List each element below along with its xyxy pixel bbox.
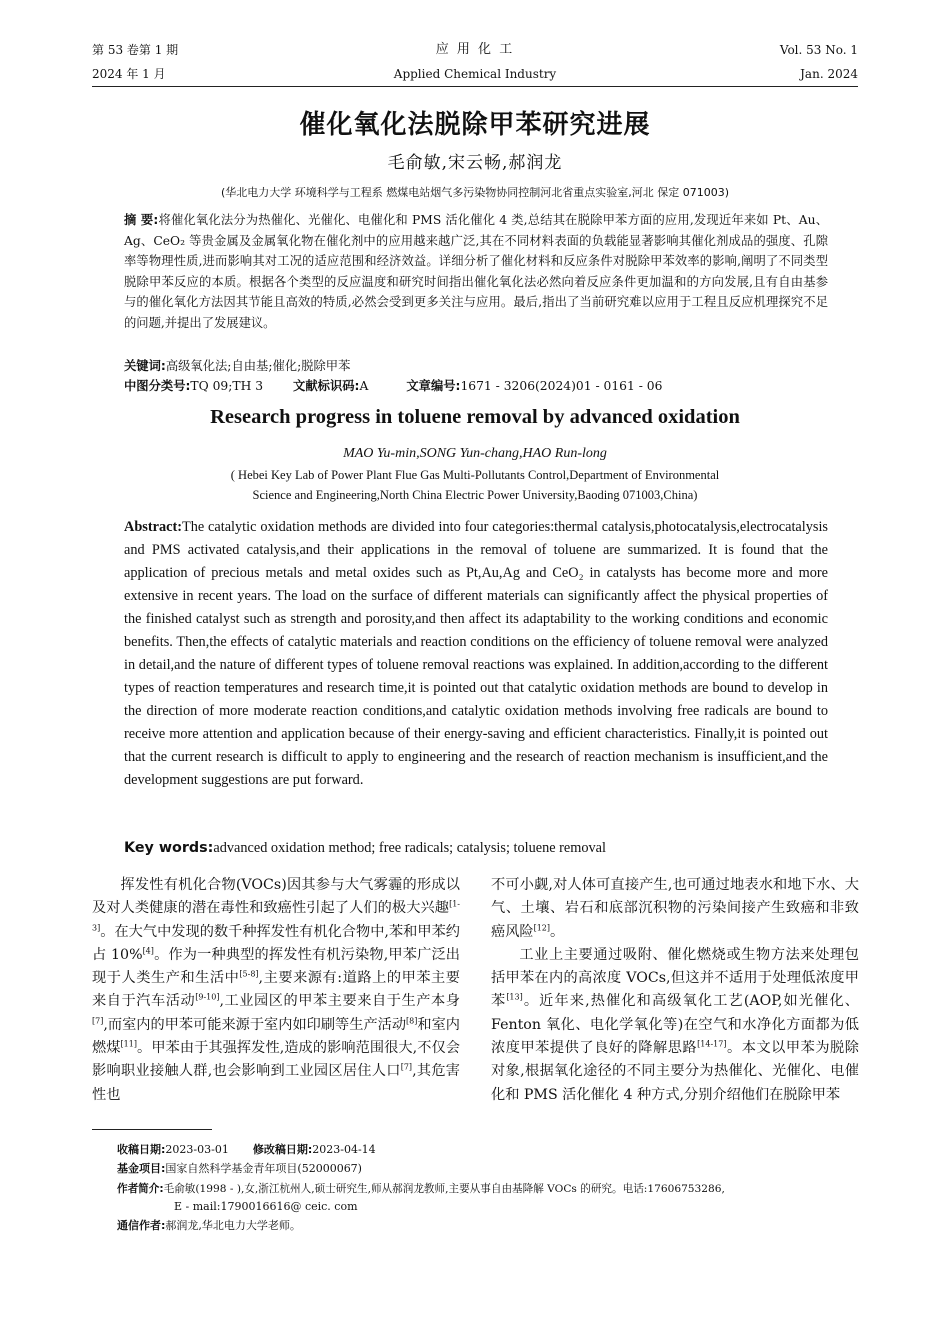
- journal-date-en: Jan. 2024: [800, 67, 858, 81]
- keywords-cn: [124, 357, 828, 375]
- classification-line: [124, 377, 828, 395]
- affiliation-en-line2: Science and Engineering,North China Electric Power University,Baoding 071003,China): [252, 488, 698, 502]
- doc-code-value: A: [359, 379, 369, 393]
- authors-cn: 毛俞敏,宋云畅,郝润龙: [387, 153, 563, 173]
- citation: [12]: [533, 922, 550, 932]
- journal-name-cn: 应 用 化 工: [435, 42, 515, 57]
- body-left-column: [92, 874, 460, 1107]
- header-rule: [92, 86, 858, 87]
- fund-label: 基金项目:: [117, 1162, 166, 1175]
- keywords-en-label: Key words:: [124, 840, 214, 856]
- citation: [5-8]: [239, 969, 259, 979]
- abstract-en-label: Abstract:: [124, 519, 182, 535]
- body-text: 。: [550, 923, 565, 940]
- body-paragraph-1-cont: [491, 874, 859, 944]
- doc-code-label: 文献标识码:: [293, 379, 360, 393]
- affiliation-en-line1: ( Hebei Key Lab of Power Plant Flue Gas Multi-Pollutants Control,Department of Environmental: [230, 468, 720, 482]
- body-text: ,工业园区的甲苯主要来自于生产本身: [219, 993, 460, 1010]
- body-text: 挥发性有机化合物(VOCs)因其参与大气雾霾的形成以及对人类健康的潜在毒性和致癌性引起了人们的极大兴趣: [92, 877, 460, 917]
- paper-title-en: Research progress in toluene removal by advanced oxidation: [210, 406, 740, 428]
- abstract-cn: [124, 210, 828, 334]
- keywords-en: [124, 838, 828, 858]
- abstract-cn-text: 将催化氧化法分为热催化、光催化、电催化和 PMS 活化催化 4 类,总结其在脱除甲苯方面的应用,发现近年来如 Pt、Au、Ag、CeO₂ 等贵金属及金属氧化物在催化剂中的应用越来越广泛,其在不同材料表面的负载能显著影响其催化剂成品的强度、孔隙率等物理性质,进而影响其对工况的适应范围和经济效益。详细分析了催化材料和反应条件对脱除甲苯效率的影响,阐明了不同类型脱除甲苯反应的本质。根据各个类型的反应温度和研究时间指出催化氧化法必然向着反应条件更加温和的方向发展,且有自由基参与的催化氧化方法因其节能且高效的特质,必然会受到更多关注与应用。最后,指出了当前研究难以应用于工程且反应机理探究不足的问题,并提出了发展建议。: [124, 213, 828, 330]
- body-text: 。在大气中发现的数千种挥发性有机化合物中,苯和甲苯约占 10%: [92, 923, 460, 963]
- body-text: 。作为一种典型的挥发性有机污染物,甲苯广泛出现于人类生产和生活中: [92, 946, 460, 987]
- journal-name-en: Applied Chemical Industry: [393, 67, 557, 81]
- citation: [7]: [92, 1016, 104, 1026]
- body-right-column: [491, 874, 859, 1107]
- article-number-label: 文章编号:: [406, 379, 461, 393]
- abstract-cn-label: 摘 要:: [124, 213, 159, 227]
- citation: [13]: [506, 992, 523, 1002]
- body-text: 。近年来,热催化和高级氧化工艺(AOP,如光催化、Fenton 氧化、电化学氧化等)在空气和水净化方面都为低浓度甲苯提供了良好的降解思路: [491, 993, 859, 1057]
- authors-en: MAO Yu-min,SONG Yun-chang,HAO Run-long: [343, 446, 607, 461]
- body-text: 。甲苯由于其强挥发性,造成的影响范围很大,不仅会影响职业接触人群,也会影响到工业园区居住人口: [92, 1040, 460, 1080]
- citation: [1-3]: [92, 899, 460, 932]
- clc-label: 中图分类号:: [124, 379, 191, 393]
- keywords-cn-label: 关键词:: [124, 359, 166, 373]
- body-paragraph-2: [491, 944, 859, 1107]
- revised-label: 修改稿日期:: [252, 1143, 313, 1156]
- affiliation-cn: (华北电力大学 环境科学与工程系 燃煤电站烟气多污染物协同控制河北省重点实验室,河北 保定 071003): [220, 186, 730, 199]
- received-label: 收稿日期:: [117, 1143, 166, 1156]
- abstract-en: [124, 516, 828, 792]
- article-number-value: 1671 - 3206(2024)01 - 0161 - 06: [460, 379, 663, 393]
- clc-value: TQ 09;TH 3: [190, 379, 264, 393]
- corresponding-label: 通信作者:: [117, 1219, 166, 1232]
- citation: [14-17]: [697, 1039, 727, 1049]
- footnote-author: [117, 1180, 862, 1198]
- received-date: 2023-03-01: [165, 1143, 229, 1156]
- citation: [4]: [142, 946, 154, 956]
- journal-date-cn: 2024 年 1 月: [92, 67, 166, 81]
- body-text: 不可小觑,对人体可直接产生,也可通过地表水和地下水、大气、土壤、岩石和底部沉积物的污染间接产生致癌和非致癌风险: [491, 877, 859, 940]
- revised-date: 2023-04-14: [312, 1143, 376, 1156]
- body-text: ,而室内的甲苯可能来源于室内如印刷等生产活动: [103, 1016, 407, 1033]
- paper-title-cn: 催化氧化法脱除甲苯研究进展: [299, 110, 651, 140]
- body-paragraph-1: [92, 874, 460, 1107]
- footnote-fund: [117, 1160, 862, 1178]
- footnote-dates: [117, 1141, 862, 1159]
- abstract-en-text: The catalytic oxidation methods are divided into four categories:thermal catalysis,photocatalysis,electrocatalysis and PMS activated catalysis,and their applications in the removal of toluene are summarized. It is found that the application of precious metals and metal oxides such as Pt,Au,Ag and CeO₂ in catalysts has become more and more extensive in recent years. The load on the surface of different materials can significantly affect the physical properties of the finished catalyst such as strength and porosity,and then affect its adaptability to the working conditions and economic benefits. Then,the effects of catalytic materials and reaction conditions on the efficiency of toluene removal were analyzed in detail,and the nature of different types of toluene removal reactions was explained. In addition,according to the different types of reaction temperatures and research time,it is pointed out that catalytic oxidation methods are bound to develop in the direction of more moderate reaction conditions,and catalytic oxidation methods involving free radicals are bound to receive more attention and application because of their energy-saving and efficient characteristics. Finally,it is pointed out that the current research is difficult to apply to engineering and the research of reaction mechanism is insufficient,and the development suggestions are put forward.: [124, 519, 828, 788]
- body-text: ,其危害性也: [92, 1063, 460, 1103]
- keywords-en-text: advanced oxidation method; free radicals; catalysis; toluene removal: [213, 840, 606, 856]
- author-bio-text: 毛俞敏(1998 - ),女,浙江杭州人,硕士研究生,师从郝润龙教师,主要从事自由基降解 VOCs 的研究。电话:17606753286,: [163, 1183, 725, 1195]
- keywords-cn-text: 高级氧化法;自由基;催化;脱除甲苯: [165, 359, 351, 373]
- corresponding-text: 郝润龙,华北电力大学老师。: [165, 1219, 301, 1232]
- fund-text: 国家自然科学基金青年项目(52000067): [165, 1162, 362, 1175]
- citation: [9-10]: [195, 992, 220, 1002]
- footnote-email: E - mail:1790016616@ ceic. com: [174, 1200, 358, 1213]
- body-text: ,主要来源有:道路上的甲苯主要来自于汽车活动: [92, 970, 460, 1010]
- journal-volume-issue: 第 53 卷第 1 期: [92, 43, 179, 57]
- citation: [8]: [406, 1016, 418, 1026]
- body-text: 和室内燃煤: [92, 1016, 460, 1057]
- body-text: 。本文以甲苯为脱除对象,根据氧化途径的不同主要分为热催化、光催化、电催化和 PMS 活化催化 4 种方式,分别介绍他们在脱除甲苯: [491, 1040, 859, 1103]
- journal-volume-en: Vol. 53 No. 1: [779, 43, 858, 57]
- footnote-rule: [92, 1129, 212, 1130]
- citation: [7]: [400, 1062, 413, 1072]
- author-bio-label: 作者简介:: [117, 1183, 164, 1195]
- body-text: 工业上主要通过吸附、催化燃烧或生物方法来处理包括甲苯在内的高浓度 VOCs,但这并不适用于处理低浓度甲苯: [491, 946, 859, 1010]
- citation: [11]: [120, 1039, 137, 1049]
- footnote-corresponding: [117, 1217, 862, 1235]
